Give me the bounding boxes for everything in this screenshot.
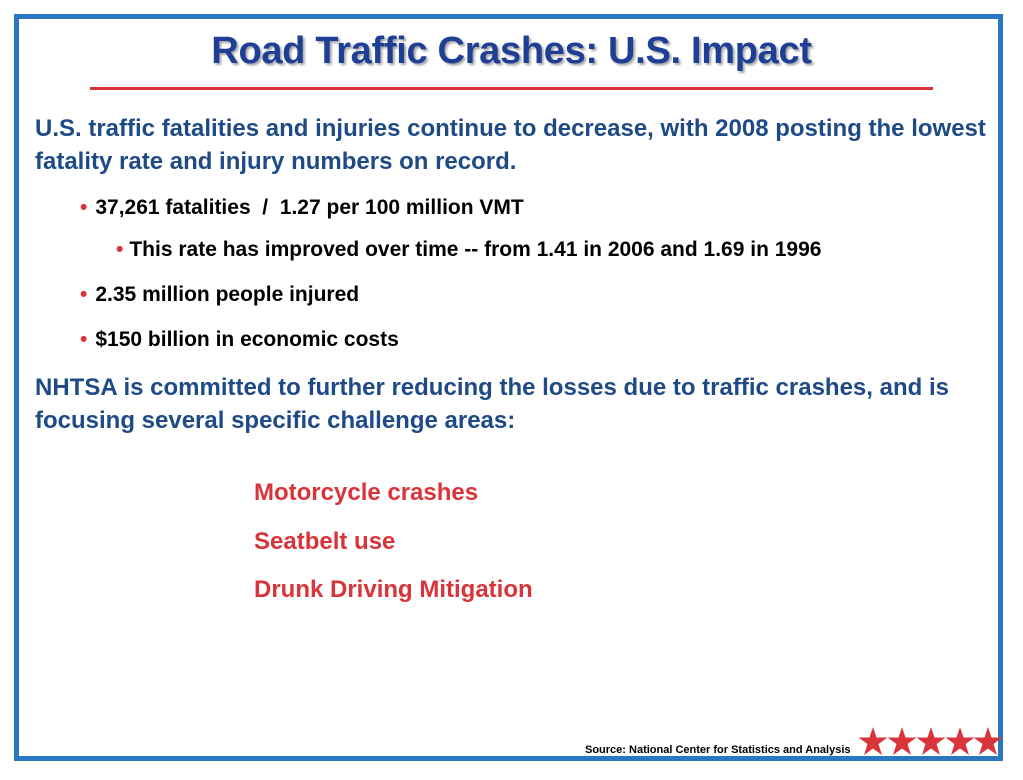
bullet-fatalities xyxy=(80,196,524,220)
challenge-area-seatbelt: Seatbelt use xyxy=(254,528,396,555)
bullet-marker: • xyxy=(116,238,124,261)
bullet-marker: • xyxy=(80,328,88,351)
bullet-economic-costs xyxy=(80,328,399,352)
five-red-stars-icon xyxy=(858,724,1003,760)
challenge-area-motorcycle: Motorcycle crashes xyxy=(254,479,479,506)
source-note: Source: National Center for Statistics and Analysis xyxy=(585,744,851,756)
bullet-injured xyxy=(80,283,359,307)
star-icon xyxy=(974,727,1003,755)
bullet-text: $150 billion in economic costs xyxy=(95,328,399,351)
star-icon xyxy=(859,727,888,755)
bullet-text: 2.35 million people injured xyxy=(95,283,360,306)
bullet-marker: • xyxy=(80,196,88,219)
commitment-paragraph: NHTSA is committed to further reducing the losses due to traffic crashes, and is focusing several specific challenge areas: xyxy=(35,374,949,434)
slide-title: Road Traffic Crashes: U.S. Impact xyxy=(211,30,812,72)
bullet-text: This rate has improved over time -- from 1.41 in 2006 and 1.69 in 1996 xyxy=(129,238,822,261)
bullet-text: 37,261 fatalities / 1.27 per 100 million VMT xyxy=(95,196,524,219)
title-underline xyxy=(90,87,933,90)
star-icon xyxy=(946,727,975,755)
bullet-rate-trend xyxy=(116,238,821,262)
star-icon xyxy=(888,727,917,755)
intro-paragraph: U.S. traffic fatalities and injuries continue to decrease, with 2008 posting the lowest fatality rate and injury numbers on record. xyxy=(35,115,986,175)
bullet-marker: • xyxy=(80,283,88,306)
challenge-area-drunk-driving: Drunk Driving Mitigation xyxy=(254,576,533,603)
star-icon xyxy=(917,727,946,755)
